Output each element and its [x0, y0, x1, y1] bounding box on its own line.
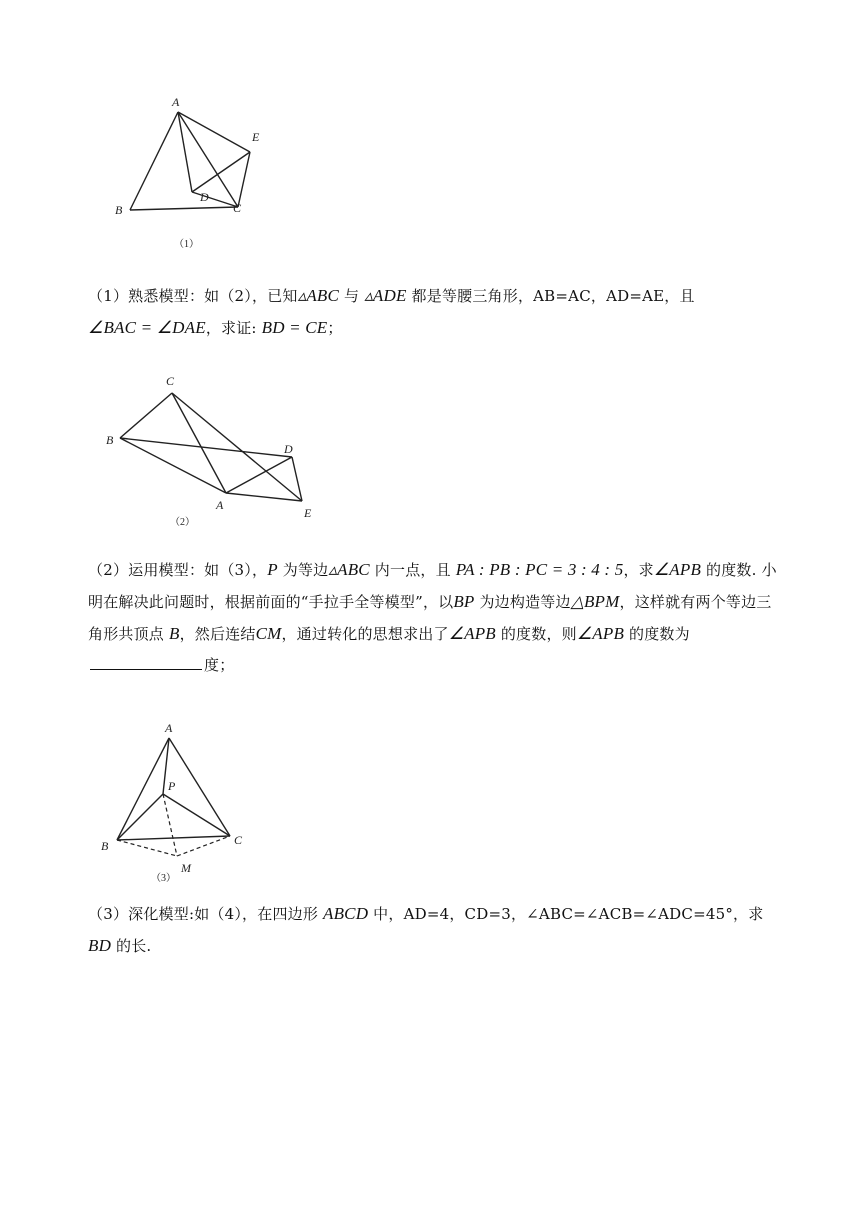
q3-segment-bd: BD: [88, 936, 112, 955]
q1-end: ；: [327, 319, 343, 337]
q2-point-b: B: [168, 624, 180, 643]
fig1-label-d: D: [200, 190, 209, 204]
q2-text-8: ，通过转化的思想求出了: [281, 625, 449, 643]
q2-triangle-abc: ▵ABC: [328, 560, 370, 579]
q2-text-7: ，然后连结: [179, 625, 256, 643]
q2-text-1: 为等边: [277, 561, 329, 579]
q2-text-2: 内一点，且: [369, 561, 456, 579]
figure-3: [95, 718, 275, 886]
fig3-label-b: B: [101, 839, 109, 853]
fig3-label-p: P: [168, 779, 176, 793]
fig2-label-b: B: [106, 433, 114, 447]
fig2-label-c: C: [166, 374, 175, 388]
fig2-label-d: D: [284, 442, 293, 456]
q1-text-2: 都是等腰三角形，AB=AC，AD=AE，且: [406, 287, 695, 305]
figure-2: [100, 368, 330, 534]
q2-text-6: ，这样就有两个等边三角形共顶点: [88, 593, 772, 643]
q3-text-1: 中，AD=4，CD=3，∠ABC=∠ACB=∠ADC=45°，求: [368, 905, 764, 923]
q2-text-11: 度；: [204, 656, 235, 674]
question-3: [88, 898, 778, 962]
q2-lead: （2）运用模型：如（3），: [88, 561, 268, 579]
question-1: [88, 280, 778, 344]
q2-ratio: PA : PB : PC = 3 : 4 : 5: [455, 560, 624, 579]
q1-text-3: ，求证:: [205, 319, 262, 337]
figure-1: [100, 90, 280, 260]
q1-lead: （1）熟悉模型：如（2），已知: [88, 287, 298, 305]
q3-lead: （3）深化模型:如（4），在四边形: [88, 905, 324, 923]
q1-goal: BD = CE: [261, 318, 328, 337]
q2-text-3: ，求: [623, 561, 654, 579]
fig2-caption: （2）: [170, 517, 195, 528]
q2-segment-bp: BP: [453, 592, 475, 611]
fig3-caption: （3）: [151, 873, 176, 884]
fig3-label-m: M: [181, 861, 191, 875]
q2-segment-cm: CM: [255, 624, 282, 643]
q2-angle-apb: ∠APB: [653, 560, 702, 579]
q2-point-p: P: [267, 560, 278, 579]
answer-blank[interactable]: [90, 653, 202, 670]
fig2-label-a: A: [216, 498, 224, 512]
q3-quadrilateral: ABCD: [323, 904, 369, 923]
question-2: [88, 554, 778, 681]
q1-text-1: 与: [339, 287, 365, 305]
q1-angle-equation: ∠BAC = ∠DAE: [88, 318, 206, 337]
fig1-label-e: E: [252, 130, 260, 144]
fig1-label-c: C: [233, 201, 242, 215]
q2-text-5: 为边构造等边: [474, 593, 571, 611]
fig1-caption: （1）: [174, 239, 199, 250]
q1-triangle-ade: ▵ADE: [364, 286, 407, 305]
q2-text-10: 的度数为: [624, 625, 690, 643]
q2-text-9: 的度数，则: [495, 625, 577, 643]
q3-text-2: 的长.: [111, 937, 152, 955]
q2-angle-apb-2: ∠APB: [448, 624, 496, 643]
fig1-label-b: B: [115, 203, 123, 217]
q2-text-4: 的度数. 小明在解决此问题时，根据前面的“手拉手全等模型”，以: [88, 561, 777, 611]
fig3-label-c: C: [234, 833, 243, 847]
q2-triangle-bpm: △BPM: [570, 592, 620, 611]
fig1-label-a: A: [172, 95, 180, 109]
fig2-label-e: E: [304, 506, 312, 520]
q1-triangle-abc: ▵ABC: [297, 286, 340, 305]
q2-angle-apb-3: ∠APB: [576, 624, 625, 643]
fig3-label-a: A: [165, 721, 173, 735]
